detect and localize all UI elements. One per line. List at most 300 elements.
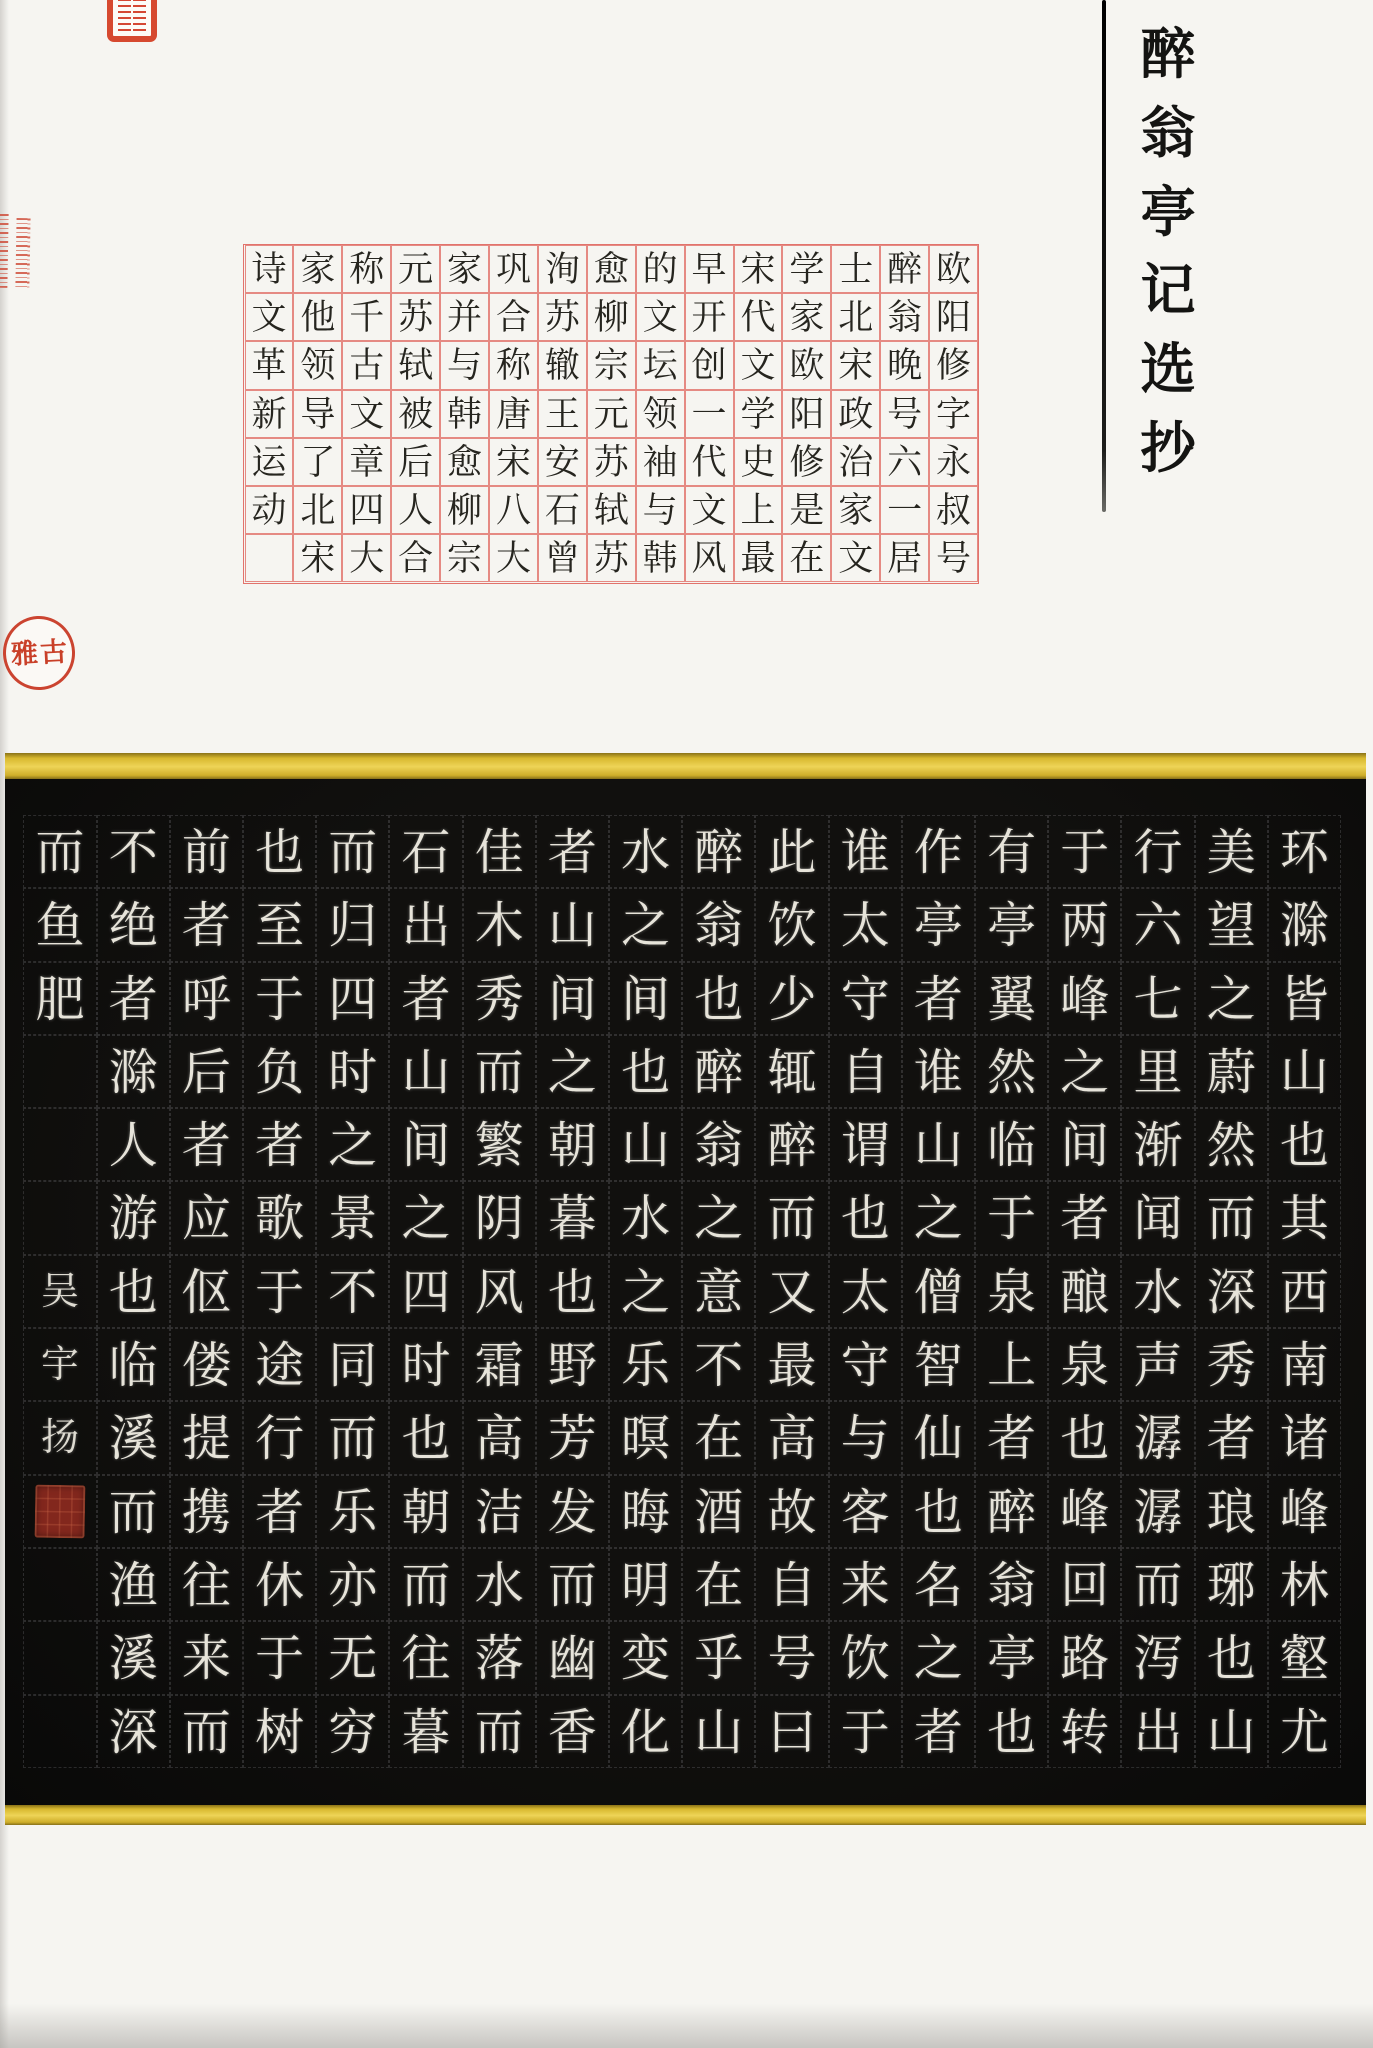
intro-grid-cell: 了 — [293, 438, 342, 486]
board-cell: 暝 — [609, 1401, 682, 1474]
intro-grid-cell: 代 — [685, 438, 734, 486]
board-cell — [23, 1181, 96, 1254]
intro-grid-column — [929, 245, 978, 583]
intro-grid-cell: 早 — [685, 245, 734, 293]
guya-round-seal — [1, 614, 77, 692]
intro-grid-cell: 石 — [538, 486, 587, 534]
intro-grid-cell: 领 — [293, 341, 342, 389]
board-cell: 落 — [463, 1621, 536, 1694]
intro-grid-column — [489, 245, 538, 583]
board-cell: 间 — [609, 962, 682, 1035]
intro-grid-column — [782, 245, 831, 583]
intro-grid-cell: 后 — [391, 438, 440, 486]
board-cell: 来 — [170, 1621, 243, 1694]
intro-grid-cell: 欧 — [782, 341, 831, 389]
board-cell: 饮 — [829, 1621, 902, 1694]
gold-band-top — [5, 753, 1366, 779]
board-cell: 环 — [1268, 815, 1341, 888]
board-cell: 意 — [682, 1255, 755, 1328]
board-cell: 水 — [609, 815, 682, 888]
intro-grid-cell: 巩 — [489, 245, 538, 293]
intro-grid-cell: 安 — [538, 438, 587, 486]
intro-grid-column — [538, 245, 587, 583]
board-cell: 后 — [170, 1035, 243, 1108]
board-cell: 亦 — [316, 1548, 389, 1621]
board-cell: 转 — [1048, 1695, 1121, 1768]
top-square-seal-stamp — [107, 0, 157, 42]
board-cell: 客 — [829, 1475, 902, 1548]
board-cell: 峰 — [1048, 962, 1121, 1035]
board-cell: 朝 — [389, 1475, 462, 1548]
board-column — [536, 815, 609, 1768]
board-cell: 之 — [609, 888, 682, 961]
board-cell: 酿 — [1048, 1255, 1121, 1328]
intro-grid-cell: 苏 — [587, 438, 636, 486]
main-black-board — [5, 779, 1366, 1805]
board-cell: 往 — [389, 1621, 462, 1694]
board-cell: 少 — [755, 962, 828, 1035]
intro-grid-cell: 大 — [489, 534, 538, 582]
board-cell: 者 — [536, 815, 609, 888]
board-cell: 醉 — [975, 1475, 1048, 1548]
board-cell: 者 — [170, 888, 243, 961]
board-cell: 洁 — [463, 1475, 536, 1548]
board-cell: 不 — [97, 815, 170, 888]
intro-grid-column — [440, 245, 489, 583]
board-column — [1195, 815, 1268, 1768]
intro-grid-cell: 辙 — [538, 341, 587, 389]
board-cell: 水 — [463, 1548, 536, 1621]
board-cell: 不 — [682, 1328, 755, 1401]
board-cell: 发 — [536, 1475, 609, 1548]
intro-grid-cell: 一 — [880, 486, 929, 534]
intro-grid-cell: 宋 — [293, 534, 342, 582]
intro-grid-cell: 叔 — [929, 486, 978, 534]
board-cell: 亭 — [902, 888, 975, 961]
intro-grid-cell: 创 — [685, 341, 734, 389]
intro-grid-cell: 愈 — [587, 245, 636, 293]
intro-grid-cell: 宋 — [831, 341, 880, 389]
intro-grid-cell: 一 — [685, 390, 734, 438]
intro-grid-cell: 苏 — [587, 534, 636, 582]
intro-grid-cell: 四 — [342, 486, 391, 534]
intro-grid-cell: 宋 — [734, 245, 783, 293]
board-cell: 也 — [389, 1401, 462, 1474]
intro-grid-cell: 史 — [734, 438, 783, 486]
board-cell: 绝 — [97, 888, 170, 961]
board-cell: 时 — [389, 1328, 462, 1401]
intro-grid-cell: 苏 — [538, 293, 587, 341]
intro-grid-cell: 士 — [831, 245, 880, 293]
intro-grid-cell: 新 — [245, 390, 294, 438]
board-cell: 最 — [755, 1328, 828, 1401]
intro-grid-cell: 修 — [929, 341, 978, 389]
board-cell: 山 — [536, 888, 609, 961]
gold-band-bottom — [5, 1805, 1366, 1825]
board-cell: 号 — [755, 1621, 828, 1694]
board-cell: 醉 — [682, 1035, 755, 1108]
intro-grid-column — [880, 245, 929, 583]
board-cell: 山 — [1268, 1035, 1341, 1108]
board-cell: 于 — [243, 1255, 316, 1328]
board-cell — [23, 1621, 96, 1694]
board-cell: 然 — [975, 1035, 1048, 1108]
intro-grid-cell: 袖 — [636, 438, 685, 486]
board-cell: 之 — [316, 1108, 389, 1181]
intro-grid-cell: 开 — [685, 293, 734, 341]
board-cell: 于 — [243, 1621, 316, 1694]
intro-grid-cell: 大 — [342, 534, 391, 582]
intro-grid-cell: 宗 — [440, 534, 489, 582]
board-cell: 僧 — [902, 1255, 975, 1328]
board-cell: 而 — [23, 815, 96, 888]
board-cell: 临 — [97, 1328, 170, 1401]
signature-seal-cell — [23, 1475, 96, 1548]
board-cell: 而 — [463, 1695, 536, 1768]
board-cell: 乎 — [682, 1621, 755, 1694]
board-cell: 无 — [316, 1621, 389, 1694]
board-cell: 故 — [755, 1475, 828, 1548]
board-cell: 同 — [316, 1328, 389, 1401]
intro-grid-cell: 轼 — [391, 341, 440, 389]
seal-char: 古 — [39, 636, 68, 668]
intro-grid-column — [245, 245, 294, 583]
board-cell: 谁 — [829, 815, 902, 888]
board-cell: 前 — [170, 815, 243, 888]
board-cell: 名 — [902, 1548, 975, 1621]
intro-grid-cell: 称 — [489, 341, 538, 389]
board-cell: 声 — [1121, 1328, 1194, 1401]
intro-grid-cell: 合 — [489, 293, 538, 341]
board-cell: 之 — [389, 1181, 462, 1254]
board-cell: 谁 — [902, 1035, 975, 1108]
board-cell: 也 — [682, 962, 755, 1035]
board-cell: 自 — [755, 1548, 828, 1621]
board-cell: 翁 — [975, 1548, 1048, 1621]
intro-grid-cell: 古 — [342, 341, 391, 389]
board-cell: 也 — [536, 1255, 609, 1328]
board-cell: 皆 — [1268, 962, 1341, 1035]
board-cell: 翁 — [682, 1108, 755, 1181]
board-cell: 朝 — [536, 1108, 609, 1181]
board-cell: 之 — [609, 1255, 682, 1328]
seal-char: 雅 — [10, 637, 39, 669]
board-cell: 石 — [389, 815, 462, 888]
board-cell: 高 — [463, 1401, 536, 1474]
board-cell: 南 — [1268, 1328, 1341, 1401]
board-cell: 而 — [1195, 1181, 1268, 1254]
board-cell: 而 — [755, 1181, 828, 1254]
board-cell: 潺 — [1121, 1475, 1194, 1548]
board-cell: 六 — [1121, 888, 1194, 961]
board-cell: 之 — [1195, 962, 1268, 1035]
board-cell: 路 — [1048, 1621, 1121, 1694]
board-cell: 木 — [463, 888, 536, 961]
intro-grid-cell — [245, 534, 294, 582]
intro-grid-cell: 洵 — [538, 245, 587, 293]
board-cell: 间 — [536, 962, 609, 1035]
board-cell: 途 — [243, 1328, 316, 1401]
intro-grid-column — [587, 245, 636, 583]
board-cell: 往 — [170, 1548, 243, 1621]
intro-grid-cell: 风 — [685, 534, 734, 582]
board-cell: 者 — [902, 962, 975, 1035]
intro-grid-cell: 阳 — [782, 390, 831, 438]
board-cell: 山 — [682, 1695, 755, 1768]
board-cell: 应 — [170, 1181, 243, 1254]
board-cell: 者 — [975, 1401, 1048, 1474]
board-cell: 明 — [609, 1548, 682, 1621]
board-cell: 溪 — [97, 1401, 170, 1474]
board-cell: 滁 — [1268, 888, 1341, 961]
intro-grid-cell: 文 — [636, 293, 685, 341]
intro-grid-cell: 代 — [734, 293, 783, 341]
board-cell: 七 — [1121, 962, 1194, 1035]
board-cell: 晦 — [609, 1475, 682, 1548]
intro-grid-cell: 北 — [831, 293, 880, 341]
board-cell: 伛 — [170, 1255, 243, 1328]
board-cell: 山 — [902, 1108, 975, 1181]
board-cell: 醉 — [682, 815, 755, 888]
board-column — [243, 815, 316, 1768]
board-cell: 来 — [829, 1548, 902, 1621]
intro-grid-column — [734, 245, 783, 583]
board-cell: 阴 — [463, 1181, 536, 1254]
board-cell: 者 — [902, 1695, 975, 1768]
intro-grid-cell: 是 — [782, 486, 831, 534]
board-cell: 歌 — [243, 1181, 316, 1254]
board-cell: 肥 — [23, 962, 96, 1035]
intro-grid-cell: 文 — [734, 341, 783, 389]
title-char: 亭 — [1140, 181, 1196, 243]
intro-grid-cell: 千 — [342, 293, 391, 341]
title-char: 抄 — [1140, 417, 1196, 479]
board-cell: 蔚 — [1195, 1035, 1268, 1108]
board-cell: 滁 — [97, 1035, 170, 1108]
board-cell: 穷 — [316, 1695, 389, 1768]
intro-grid-cell: 导 — [293, 390, 342, 438]
board-cell: 仙 — [902, 1401, 975, 1474]
intro-grid-cell: 称 — [342, 245, 391, 293]
board-cell: 霜 — [463, 1328, 536, 1401]
intro-grid-column — [293, 245, 342, 583]
signature-char: 扬 — [23, 1401, 96, 1474]
board-cell: 景 — [316, 1181, 389, 1254]
board-cell: 泉 — [1048, 1328, 1121, 1401]
intro-grid-cell: 居 — [880, 534, 929, 582]
board-cell: 于 — [975, 1181, 1048, 1254]
intro-grid-cell: 元 — [391, 245, 440, 293]
board-cell: 临 — [975, 1108, 1048, 1181]
board-column — [23, 815, 96, 1768]
board-cell: 山 — [389, 1035, 462, 1108]
board-cell: 太 — [829, 888, 902, 961]
board-cell: 于 — [829, 1695, 902, 1768]
board-cell: 提 — [170, 1401, 243, 1474]
intro-grid-cell: 文 — [685, 486, 734, 534]
board-column — [1048, 815, 1121, 1768]
intro-grid-cell: 文 — [831, 534, 880, 582]
board-cell: 山 — [1195, 1695, 1268, 1768]
board-cell: 在 — [682, 1401, 755, 1474]
board-cell: 也 — [1048, 1401, 1121, 1474]
photo-bottom-shadow — [0, 2004, 1373, 2048]
board-column — [389, 815, 462, 1768]
intro-grid-cell: 领 — [636, 390, 685, 438]
intro-grid-cell: 轼 — [587, 486, 636, 534]
board-cell: 间 — [1048, 1108, 1121, 1181]
board-cell: 两 — [1048, 888, 1121, 961]
intro-grid-cell: 柳 — [587, 293, 636, 341]
intro-grid-cell: 苏 — [391, 293, 440, 341]
board-cell: 者 — [389, 962, 462, 1035]
board-cell: 携 — [170, 1475, 243, 1548]
intro-grid-cell: 字 — [929, 390, 978, 438]
board-cell: 繁 — [463, 1108, 536, 1181]
board-cell: 之 — [536, 1035, 609, 1108]
intro-grid-cell: 六 — [880, 438, 929, 486]
intro-grid-cell: 王 — [538, 390, 587, 438]
board-cell: 酒 — [682, 1475, 755, 1548]
board-cell: 回 — [1048, 1548, 1121, 1621]
board-cell: 辄 — [755, 1035, 828, 1108]
intro-grid-cell: 欧 — [929, 245, 978, 293]
board-cell: 翁 — [682, 888, 755, 961]
intro-grid-cell: 并 — [440, 293, 489, 341]
board-cell: 野 — [536, 1328, 609, 1401]
signature-char: 宇 — [23, 1328, 96, 1401]
title-char: 选 — [1140, 339, 1196, 400]
board-column — [902, 815, 975, 1768]
board-cell: 醉 — [755, 1108, 828, 1181]
intro-grid-cell: 最 — [734, 534, 783, 582]
board-cell: 人 — [97, 1108, 170, 1181]
intro-grid-cell: 治 — [831, 438, 880, 486]
board-cell: 峰 — [1268, 1475, 1341, 1548]
intro-grid-cell: 他 — [293, 293, 342, 341]
intro-grid-cell: 上 — [734, 486, 783, 534]
board-cell: 而 — [536, 1548, 609, 1621]
seal-script-glyph — [133, 0, 146, 31]
board-column — [975, 815, 1048, 1768]
board-cell: 而 — [316, 1401, 389, 1474]
board-cell: 至 — [243, 888, 316, 961]
board-cell: 秀 — [463, 962, 536, 1035]
board-cell: 溪 — [97, 1621, 170, 1694]
intro-grid-cell: 革 — [245, 341, 294, 389]
intro-grid-cell: 与 — [636, 486, 685, 534]
intro-grid-column — [685, 245, 734, 583]
seal-script-glyph — [118, 0, 131, 31]
intro-grid-cell: 与 — [440, 341, 489, 389]
board-cell: 深 — [1195, 1255, 1268, 1328]
intro-grid-cell: 被 — [391, 390, 440, 438]
board-cell: 有 — [975, 815, 1048, 888]
board-cell: 芳 — [536, 1401, 609, 1474]
board-cell: 作 — [902, 815, 975, 888]
board-cell: 而 — [316, 815, 389, 888]
intro-grid-cell: 家 — [440, 245, 489, 293]
intro-grid-cell: 号 — [929, 534, 978, 582]
board-cell: 呼 — [170, 962, 243, 1035]
board-cell: 行 — [1121, 815, 1194, 888]
intro-grid-cell: 家 — [782, 293, 831, 341]
board-cell: 之 — [902, 1181, 975, 1254]
board-cell: 在 — [682, 1548, 755, 1621]
intro-grid-cell: 的 — [636, 245, 685, 293]
board-cell: 然 — [1195, 1108, 1268, 1181]
board-cell: 者 — [243, 1108, 316, 1181]
board-cell: 出 — [1121, 1695, 1194, 1768]
board-cell: 也 — [243, 815, 316, 888]
board-cell: 出 — [389, 888, 462, 961]
board-cell: 秀 — [1195, 1328, 1268, 1401]
board-cell: 林 — [1268, 1548, 1341, 1621]
board-cell: 间 — [389, 1108, 462, 1181]
board-cell: 也 — [1195, 1621, 1268, 1694]
title-column — [1132, 26, 1204, 478]
board-cell — [23, 1035, 96, 1108]
left-margin-seal-fragment — [0, 212, 35, 291]
board-cell: 峰 — [1048, 1475, 1121, 1548]
intro-grid-cell: 愈 — [440, 438, 489, 486]
title-char: 翁 — [1140, 102, 1196, 164]
board-cell: 潺 — [1121, 1401, 1194, 1474]
board-cell: 行 — [243, 1401, 316, 1474]
board-cell: 其 — [1268, 1181, 1341, 1254]
board-cell: 不 — [316, 1255, 389, 1328]
board-cell: 四 — [389, 1255, 462, 1328]
board-cell — [23, 1695, 96, 1768]
board-cell: 而 — [1121, 1548, 1194, 1621]
board-cell: 上 — [975, 1328, 1048, 1401]
intro-grid-cell: 永 — [929, 438, 978, 486]
intro-grid-cell: 唐 — [489, 390, 538, 438]
signature-seal-stamp — [35, 1484, 86, 1538]
board-cell: 者 — [243, 1475, 316, 1548]
board-cell: 而 — [463, 1035, 536, 1108]
board-cell: 谓 — [829, 1108, 902, 1181]
board-column — [97, 815, 170, 1768]
intro-grid-cell: 醉 — [880, 245, 929, 293]
board-column — [755, 815, 828, 1768]
board-cell: 尤 — [1268, 1695, 1341, 1768]
board-cell: 负 — [243, 1035, 316, 1108]
intro-grid-cell: 曾 — [538, 534, 587, 582]
intro-grid-cell: 学 — [734, 390, 783, 438]
board-cell: 琅 — [1195, 1475, 1268, 1548]
board-cell: 自 — [829, 1035, 902, 1108]
board-cell: 时 — [316, 1035, 389, 1108]
board-cell: 而 — [170, 1695, 243, 1768]
intro-grid-cell: 阳 — [929, 293, 978, 341]
title-char: 醉 — [1140, 24, 1196, 85]
intro-grid-cell: 文 — [245, 293, 294, 341]
board-cell: 山 — [609, 1108, 682, 1181]
intro-grid-cell: 诗 — [245, 245, 294, 293]
board-cell: 亭 — [975, 888, 1048, 961]
board-cell: 四 — [316, 962, 389, 1035]
intro-grid-cell: 文 — [342, 390, 391, 438]
board-cell: 智 — [902, 1328, 975, 1401]
board-cell: 归 — [316, 888, 389, 961]
board-cell: 诸 — [1268, 1401, 1341, 1474]
board-cell — [23, 1548, 96, 1621]
board-cell: 也 — [1268, 1108, 1341, 1181]
board-cell: 渔 — [97, 1548, 170, 1621]
intro-grid-column — [636, 245, 685, 583]
board-cell: 壑 — [1268, 1621, 1341, 1694]
